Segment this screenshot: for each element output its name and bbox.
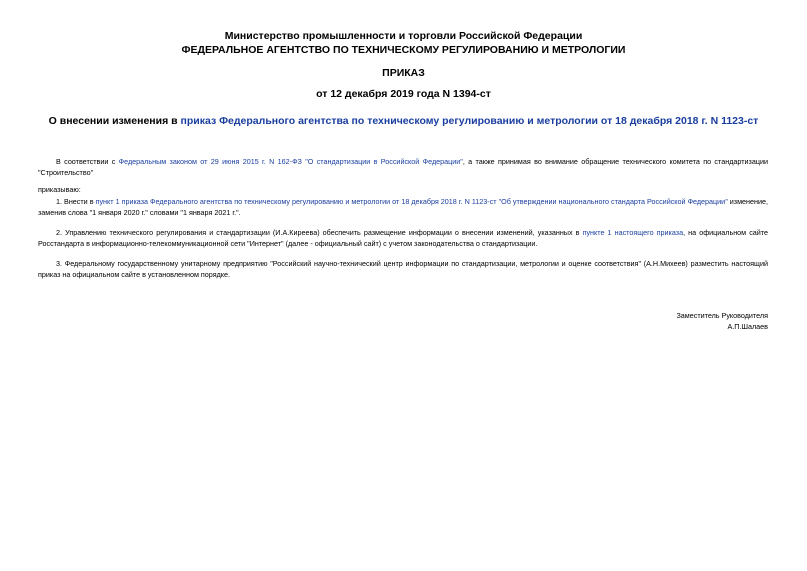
signatory-position: Заместитель Руководителя bbox=[676, 311, 768, 320]
intro-paragraph bbox=[38, 157, 768, 178]
agency-title: ФЕДЕРАЛЬНОЕ АГЕНТСТВО ПО ТЕХНИЧЕСКОМУ РЕГУЛИРОВАНИЮ И МЕТРОЛОГИИ bbox=[181, 44, 626, 56]
order-word: приказываю: bbox=[38, 185, 81, 194]
item-2-prefix: 2. Управлению технического регулирования и стандартизации (И.А.Киреева) обеспечить размещение информации о внесении изменений, указанных в bbox=[56, 228, 583, 237]
item-1-paragraph bbox=[38, 197, 768, 218]
item-1-suffix: изменение, заменив слова "1 января 2020 г." словами "1 января 2021 г.". bbox=[38, 197, 768, 217]
item-2-suffix: , на официальном сайте Росстандарта в информационно-телекоммуникационной сети "Интернет" (далее - официальный сайт) с учетом законодательства о стандартизации. bbox=[38, 228, 769, 248]
federal-law-link[interactable]: Федеральным законом от 29 июня 2015 г. N 162-ФЗ "О стандартизации в Российской Федерации" bbox=[118, 157, 463, 166]
subject-order-link[interactable]: приказ Федерального агентства по техническому регулированию и метрологии от 18 декабря 2018 г. N 1123-ст bbox=[180, 115, 759, 127]
subject-prefix: О внесении изменения в bbox=[48, 115, 181, 127]
document-subject bbox=[0, 115, 807, 127]
item-2-link[interactable]: пункте 1 настоящего приказа bbox=[582, 228, 684, 237]
item-2-paragraph bbox=[38, 228, 768, 249]
intro-prefix: В соответствии с bbox=[56, 157, 119, 166]
ministry-title: Министерство промышленности и торговли Российской Федерации bbox=[224, 30, 583, 42]
item-1-link[interactable]: пункт 1 приказа Федерального агентства по техническому регулированию и метрологии от 18 декабря 2018 г. N 1123-ст "Об утверждении национального стандарта Российской Федерации" bbox=[95, 197, 728, 206]
item-1-prefix: 1. Внести в bbox=[56, 197, 96, 206]
intro-suffix: , а также принимая во внимание обращение технического комитета по стандартизации "Строительство" bbox=[38, 157, 768, 177]
item-3-paragraph: 3. Федеральному государственному унитарному предприятию "Российский научно-технический центр информации по стандартизации, метрологии и оценке соответствия" (А.Н.Михеев) разместить настоящий приказ на официальном сайте в установленном порядке. bbox=[38, 259, 768, 279]
signatory-name: А.П.Шалаев bbox=[727, 322, 768, 331]
document-type: ПРИКАЗ bbox=[382, 67, 425, 79]
document-date-number: от 12 декабря 2019 года N 1394-ст bbox=[316, 88, 491, 100]
